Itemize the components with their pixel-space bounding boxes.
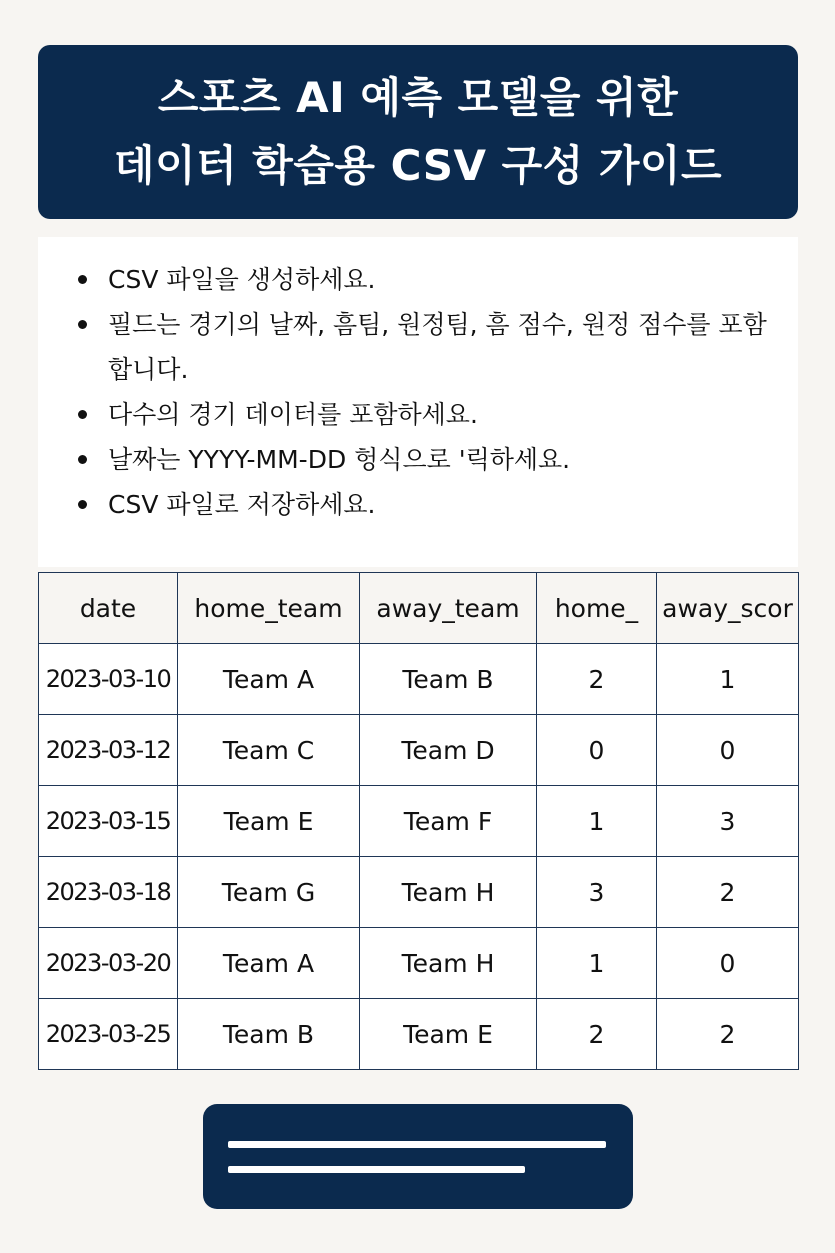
column-header-home-score: home_: [537, 573, 657, 644]
instruction-text: 필드는 경기의 날짜, 흠팀, 원정팀, 흠 점수, 원정 점수를 포함합니다.: [108, 310, 767, 384]
away-team-cell: Team E: [360, 999, 537, 1070]
bullet-icon: [78, 500, 87, 509]
title-banner: [38, 45, 798, 219]
away-team-cell: Team H: [360, 928, 537, 999]
instruction-item: [68, 482, 778, 527]
away-score-cell: 1: [657, 644, 799, 715]
date-cell: 2023-03-18: [39, 857, 178, 928]
home-score-cell: 3: [537, 857, 657, 928]
column-header-away-team: away_team: [360, 573, 537, 644]
date-cell: 2023-03-12: [39, 715, 178, 786]
home-team-cell: Team E: [178, 786, 360, 857]
home-team-cell: Team B: [178, 999, 360, 1070]
instruction-item: [68, 437, 778, 482]
date-cell: 2023-03-20: [39, 928, 178, 999]
instruction-item: [68, 392, 778, 437]
footer-line-decoration: [228, 1166, 525, 1173]
home-score-cell: 2: [537, 999, 657, 1070]
footer-line-decoration: [228, 1141, 606, 1148]
away-team-cell: Team H: [360, 857, 537, 928]
home-score-cell: 1: [537, 786, 657, 857]
table-row: [39, 715, 799, 786]
away-team-cell: Team F: [360, 786, 537, 857]
away-score-cell: 2: [657, 999, 799, 1070]
away-score-cell: 0: [657, 715, 799, 786]
instruction-item: [68, 302, 778, 392]
home-team-cell: Team G: [178, 857, 360, 928]
instructions-list: [38, 237, 798, 527]
home-team-cell: Team A: [178, 928, 360, 999]
date-cell: 2023-03-25: [39, 999, 178, 1070]
instruction-text: CSV 파일을 생성하세요.: [108, 265, 376, 294]
bullet-icon: [78, 455, 87, 464]
column-header-home-team: home_team: [178, 573, 360, 644]
footer-button[interactable]: [203, 1104, 633, 1209]
home-team-cell: Team A: [178, 644, 360, 715]
instruction-item: [68, 257, 778, 302]
bullet-icon: [78, 275, 87, 284]
bullet-icon: [78, 320, 87, 329]
home-score-cell: 0: [537, 715, 657, 786]
table-row: [39, 786, 799, 857]
away-team-cell: Team B: [360, 644, 537, 715]
csv-example-table: [38, 572, 799, 1070]
table-header-row: [39, 573, 799, 644]
away-score-cell: 2: [657, 857, 799, 928]
table-row: [39, 999, 799, 1070]
home-team-cell: Team C: [178, 715, 360, 786]
instruction-text: 다수의 경기 데이터를 포함하세요.: [108, 400, 478, 429]
home-score-cell: 1: [537, 928, 657, 999]
date-cell: 2023-03-10: [39, 644, 178, 715]
column-header-date: date: [39, 573, 178, 644]
home-score-cell: 2: [537, 644, 657, 715]
date-cell: 2023-03-15: [39, 786, 178, 857]
page-title-line-2: 데이터 학습용 CSV 구성 가이드: [113, 141, 723, 190]
table-row: [39, 857, 799, 928]
bullet-icon: [78, 410, 87, 419]
away-score-cell: 0: [657, 928, 799, 999]
column-header-away-score: away_scor: [657, 573, 799, 644]
instruction-text: 날짜는 YYYY-MM-DD 헝식으로 '릭하세요.: [108, 445, 571, 474]
away-score-cell: 3: [657, 786, 799, 857]
table-row: [39, 644, 799, 715]
instruction-text: CSV 파일로 저장하세요.: [108, 490, 376, 519]
instructions-panel: [38, 237, 798, 567]
away-team-cell: Team D: [360, 715, 537, 786]
page-title-line-1: 스포츠 AI 예측 모델을 위한: [157, 73, 679, 122]
table-row: [39, 928, 799, 999]
